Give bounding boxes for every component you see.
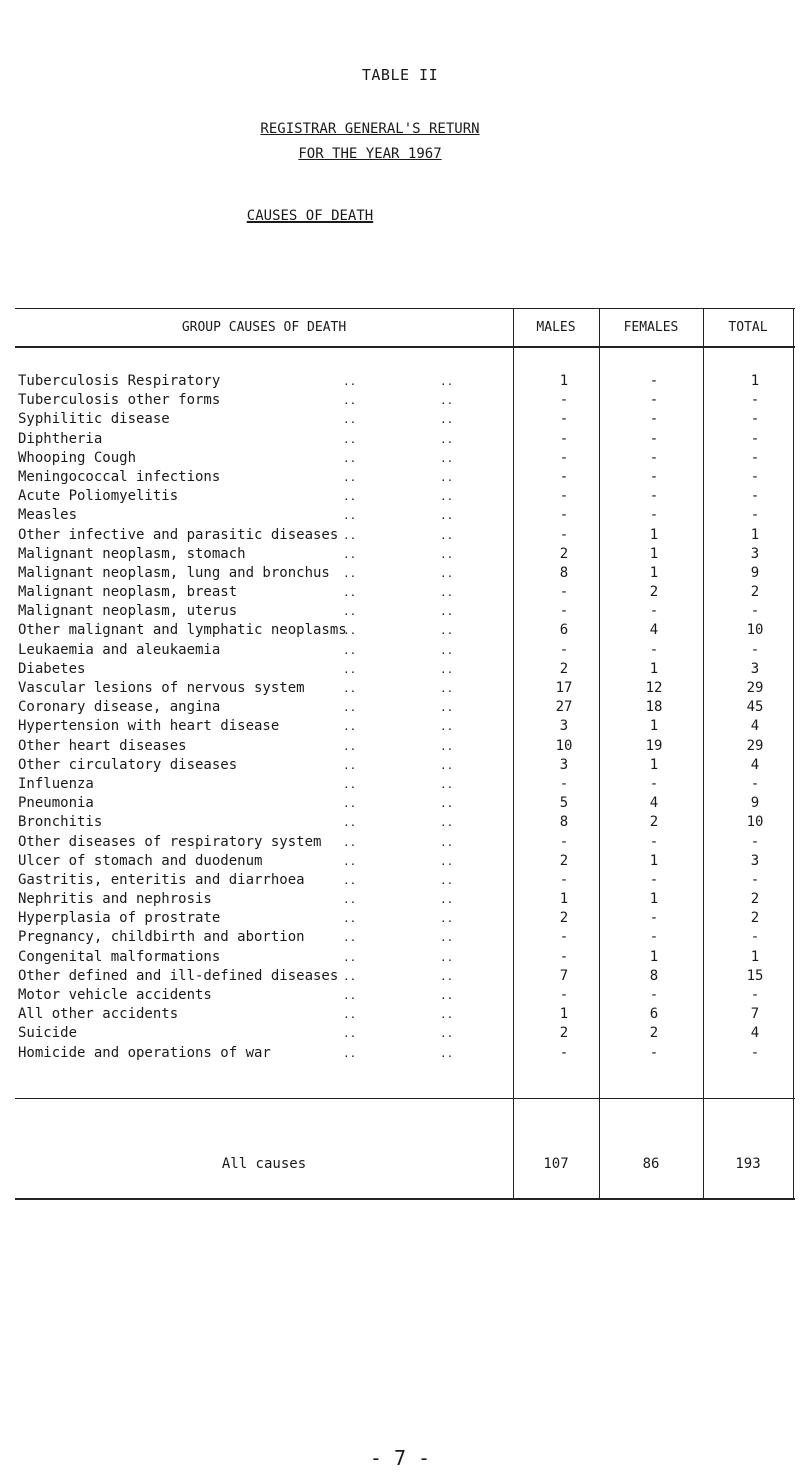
table-row: [15, 602, 795, 621]
total-cell: -: [750, 449, 760, 466]
table-row: [15, 909, 795, 928]
table-row: [15, 852, 795, 871]
leader-dots: ..: [343, 509, 357, 523]
table-row: [15, 813, 795, 832]
leader-dots: ..: [343, 682, 357, 695]
males-cell: 17: [555, 680, 573, 696]
total-cell: -: [750, 775, 760, 792]
cause-cell: Congenital malformations: [18, 948, 221, 965]
table-row: [15, 1024, 795, 1043]
total-cell: 4: [750, 718, 760, 735]
table-row: [15, 506, 795, 525]
total-top-rule: [15, 1098, 795, 1099]
leader-dots: ..: [440, 720, 454, 734]
cause-cell: Other infective and parasitic diseases: [18, 526, 339, 543]
cause-cell: Tuberculosis other forms: [18, 392, 221, 409]
table-row: [15, 468, 795, 487]
females-cell: 1: [649, 852, 659, 869]
leader-dots: ..: [343, 797, 357, 811]
leader-dots: ..: [440, 451, 454, 465]
cause-cell: Other heart diseases: [18, 737, 187, 754]
table-row: [15, 430, 795, 449]
females-cell: -: [649, 910, 659, 927]
table-row: [15, 564, 795, 583]
total-cell: 3: [750, 852, 760, 869]
causes-table: [15, 308, 795, 1448]
table-row: [15, 621, 795, 640]
leader-dots: ..: [343, 1008, 357, 1022]
cause-cell: Hyperplasia of prostrate: [18, 910, 221, 927]
table-row: [15, 545, 795, 564]
cause-cell: Ulcer of stomach and duodenum: [18, 852, 263, 869]
table-row: [15, 756, 795, 775]
females-cell: -: [649, 641, 659, 658]
leader-dots: ..: [343, 701, 357, 715]
cause-cell: Other circulatory diseases: [18, 756, 238, 773]
cause-cell: Nephritis and nephrosis: [18, 891, 212, 908]
leader-dots: ..: [343, 375, 357, 388]
table-row: [15, 890, 795, 909]
leader-dots: ..: [343, 989, 357, 1002]
males-cell: 5: [559, 795, 569, 812]
leader-dots: ..: [440, 394, 454, 408]
cause-cell: Malignant neoplasm, breast: [18, 584, 238, 601]
leader-dots: ..: [440, 586, 454, 600]
cause-cell: Diphtheria: [18, 430, 103, 447]
total-cell: 2: [750, 910, 760, 927]
total-cell: -: [750, 987, 760, 1003]
leader-dots: ..: [343, 566, 357, 580]
cause-cell: Pregnancy, childbirth and abortion: [18, 929, 305, 946]
leader-dots: ..: [440, 1027, 454, 1041]
leader-dots: ..: [440, 605, 454, 619]
total-cell: 3: [750, 660, 760, 677]
males-cell: 8: [559, 814, 569, 831]
leader-dots: ..: [440, 739, 454, 753]
leader-dots: ..: [440, 1046, 454, 1060]
leader-dots: ..: [440, 854, 454, 868]
cause-cell: Tuberculosis Respiratory: [18, 373, 221, 389]
table-label: TABLE II: [361, 66, 439, 84]
subtitle-line-1: REGISTRAR GENERAL'S RETURN: [260, 121, 480, 137]
leader-dots: ..: [343, 451, 357, 465]
leader-dots: ..: [343, 912, 357, 926]
leader-dots: ..: [440, 490, 454, 504]
males-cell: 27: [555, 699, 573, 716]
males-cell: 2: [559, 910, 569, 927]
total-cell: -: [750, 929, 760, 946]
leader-dots: ..: [440, 624, 454, 638]
total-cell: 7: [750, 1006, 760, 1023]
table-row: [15, 794, 795, 813]
page-number: - 7 -: [369, 1446, 431, 1470]
cause-cell: Coronary disease, angina: [18, 699, 221, 716]
leader-dots: ..: [343, 586, 357, 600]
table-row: [15, 410, 795, 429]
females-cell: -: [649, 871, 659, 888]
leader-dots: ..: [343, 1046, 357, 1060]
all-causes-row: [15, 1156, 795, 1186]
males-cell: -: [559, 449, 569, 466]
total-cell: -: [750, 430, 760, 447]
cause-cell: Malignant neoplasm, stomach: [18, 545, 246, 562]
leader-dots: ..: [440, 816, 454, 830]
table-row: [15, 660, 795, 679]
leader-dots: ..: [440, 643, 454, 657]
males-cell: 6: [559, 622, 569, 639]
table-row: [15, 717, 795, 736]
leader-dots: ..: [343, 893, 357, 907]
leader-dots: ..: [343, 624, 357, 638]
total-cell: -: [750, 392, 760, 409]
table-row: [15, 641, 795, 660]
males-cell: 10: [555, 737, 573, 754]
total-cell: -: [750, 1044, 760, 1061]
leader-dots: ..: [440, 413, 454, 427]
total-cell: -: [750, 507, 760, 524]
females-cell: 19: [645, 737, 663, 754]
cause-cell: Motor vehicle accidents: [18, 987, 212, 1003]
cause-cell: Other diseases of respiratory system: [18, 833, 322, 850]
table-row: [15, 737, 795, 756]
total-cell: -: [750, 411, 760, 428]
total-cell: 15: [746, 967, 764, 984]
table-row: [15, 526, 795, 545]
table-top-rule: [15, 308, 795, 309]
females-cell: -: [649, 1044, 659, 1061]
males-cell: 2: [559, 1025, 569, 1042]
total-cell: 1: [750, 948, 760, 965]
females-cell: -: [649, 775, 659, 792]
table-row: [15, 833, 795, 852]
table-bottom-rule: [15, 1198, 795, 1200]
total-cell: 1: [750, 526, 760, 543]
table-row: [15, 372, 795, 391]
males-cell: 1: [559, 1006, 569, 1023]
males-cell: 2: [559, 545, 569, 562]
males-cell: -: [559, 411, 569, 428]
total-cell: 29: [746, 680, 764, 696]
leader-dots: ..: [440, 912, 454, 926]
cause-cell: Whooping Cough: [18, 449, 137, 466]
total-cell: 4: [750, 1025, 760, 1042]
leader-dots: ..: [343, 873, 357, 887]
leader-dots: ..: [343, 432, 357, 446]
cause-cell: Hypertension with heart disease: [18, 718, 280, 735]
males-cell: -: [559, 1044, 569, 1061]
males-cell: 1: [559, 373, 569, 389]
males-cell: -: [559, 833, 569, 850]
table-row: [15, 583, 795, 602]
males-cell: 7: [559, 967, 569, 984]
leader-dots: ..: [440, 950, 454, 964]
males-cell: 2: [559, 852, 569, 869]
females-cell: -: [649, 507, 659, 524]
causes-heading: CAUSES OF DEATH: [246, 208, 374, 224]
total-cell: 2: [750, 584, 760, 601]
table-row: [15, 948, 795, 967]
total-cell: 45: [746, 699, 764, 716]
table-row: [15, 775, 795, 794]
header-males: MALES: [536, 320, 576, 335]
females-cell: -: [649, 488, 659, 505]
leader-dots: ..: [440, 989, 454, 1002]
females-cell: 18: [645, 699, 663, 716]
leader-dots: ..: [343, 720, 357, 734]
males-cell: -: [559, 929, 569, 946]
males-cell: -: [559, 775, 569, 792]
males-cell: 1: [559, 891, 569, 908]
table-row: [15, 871, 795, 890]
table-row: [15, 449, 795, 468]
females-cell: 2: [649, 814, 659, 831]
females-cell: 1: [649, 564, 659, 581]
females-cell: -: [649, 468, 659, 485]
leader-dots: ..: [440, 566, 454, 580]
males-cell: 3: [559, 718, 569, 735]
cause-cell: Pneumonia: [18, 795, 94, 812]
females-cell: 1: [649, 545, 659, 562]
leader-dots: ..: [440, 547, 454, 561]
header-rule: [15, 346, 795, 348]
cause-cell: Influenza: [18, 775, 94, 792]
table-row: [15, 986, 795, 1005]
table-row: [15, 967, 795, 986]
cause-cell: Gastritis, enteritis and diarrhoea: [18, 871, 305, 888]
total-cell: 4: [750, 756, 760, 773]
females-cell: 1: [649, 948, 659, 965]
males-cell: 3: [559, 756, 569, 773]
leader-dots: ..: [343, 470, 357, 484]
females-cell: -: [649, 929, 659, 946]
females-cell: 1: [649, 660, 659, 677]
females-cell: 2: [649, 1025, 659, 1042]
cause-cell: Suicide: [18, 1025, 78, 1042]
leader-dots: ..: [440, 873, 454, 887]
header-total: TOTAL: [728, 320, 768, 335]
leader-dots: ..: [343, 854, 357, 868]
females-cell: -: [649, 411, 659, 428]
total-cell: -: [750, 468, 760, 485]
table-row: [15, 391, 795, 410]
leader-dots: ..: [440, 777, 454, 791]
total-cell: -: [750, 603, 760, 620]
cause-cell: Leukaemia and aleukaemia: [18, 641, 221, 658]
females-cell: 6: [649, 1006, 659, 1023]
leader-dots: ..: [343, 662, 357, 676]
leader-dots: ..: [343, 969, 357, 983]
leader-dots: ..: [440, 375, 454, 388]
leader-dots: ..: [440, 470, 454, 484]
leader-dots: ..: [343, 816, 357, 830]
females-cell: -: [649, 603, 659, 620]
leader-dots: ..: [440, 835, 454, 849]
total-cell: 10: [746, 814, 764, 831]
leader-dots: ..: [343, 835, 357, 849]
header-cause: GROUP CAUSES OF DEATH: [181, 320, 347, 335]
females-cell: -: [649, 449, 659, 466]
leader-dots: ..: [343, 950, 357, 964]
leader-dots: ..: [440, 969, 454, 983]
all-causes-total: 193: [735, 1156, 761, 1172]
females-cell: -: [649, 833, 659, 850]
leader-dots: ..: [440, 758, 454, 772]
males-cell: -: [559, 987, 569, 1003]
leader-dots: ..: [343, 394, 357, 408]
males-cell: -: [559, 488, 569, 505]
table-row: [15, 1044, 795, 1063]
females-cell: -: [649, 987, 659, 1003]
leader-dots: ..: [343, 931, 357, 945]
cause-cell: Measles: [18, 507, 78, 524]
table-row: [15, 698, 795, 717]
cause-cell: Syphilitic disease: [18, 411, 170, 428]
leader-dots: ..: [440, 662, 454, 676]
leader-dots: ..: [440, 797, 454, 811]
cause-cell: Malignant neoplasm, lung and bronchus: [18, 564, 330, 581]
leader-dots: ..: [343, 1027, 357, 1041]
cause-cell: Bronchitis: [18, 814, 103, 831]
leader-dots: ..: [343, 490, 357, 504]
leader-dots: ..: [440, 1008, 454, 1022]
females-cell: -: [649, 373, 659, 389]
females-cell: 8: [649, 967, 659, 984]
leader-dots: ..: [440, 931, 454, 945]
total-cell: 9: [750, 795, 760, 812]
leader-dots: ..: [440, 701, 454, 715]
leader-dots: ..: [343, 777, 357, 791]
females-cell: 1: [649, 526, 659, 543]
total-cell: -: [750, 641, 760, 658]
table-body: [15, 372, 795, 1063]
total-cell: 10: [746, 622, 764, 639]
leader-dots: ..: [343, 605, 357, 619]
males-cell: -: [559, 641, 569, 658]
total-cell: 29: [746, 737, 764, 754]
males-cell: -: [559, 392, 569, 409]
females-cell: 4: [649, 795, 659, 812]
cause-cell: Meningococcal infections: [18, 468, 221, 485]
females-cell: 1: [649, 756, 659, 773]
total-cell: 3: [750, 545, 760, 562]
males-cell: -: [559, 526, 569, 543]
cause-cell: Other malignant and lymphatic neoplasms: [18, 622, 347, 639]
leader-dots: ..: [440, 509, 454, 523]
all-causes-males: 107: [543, 1156, 569, 1172]
leader-dots: ..: [440, 682, 454, 695]
total-cell: 9: [750, 564, 760, 581]
total-cell: -: [750, 488, 760, 505]
cause-cell: Homicide and operations of war: [18, 1044, 271, 1061]
total-cell: 1: [750, 373, 760, 389]
subtitle-line-2: FOR THE YEAR 1967: [298, 146, 442, 162]
females-cell: -: [649, 430, 659, 447]
table-row: [15, 487, 795, 506]
all-causes-females: 86: [642, 1156, 660, 1172]
leader-dots: ..: [440, 528, 454, 542]
males-cell: 8: [559, 564, 569, 581]
females-cell: 2: [649, 584, 659, 601]
males-cell: 2: [559, 660, 569, 677]
males-cell: -: [559, 603, 569, 620]
males-cell: -: [559, 468, 569, 485]
leader-dots: ..: [343, 758, 357, 772]
table-row: [15, 928, 795, 947]
females-cell: 4: [649, 622, 659, 639]
leader-dots: ..: [343, 643, 357, 657]
leader-dots: ..: [343, 528, 357, 542]
cause-cell: Other defined and ill-defined diseases: [18, 967, 339, 984]
table-row: [15, 679, 795, 698]
males-cell: -: [559, 948, 569, 965]
total-cell: -: [750, 871, 760, 888]
cause-cell: Malignant neoplasm, uterus: [18, 603, 238, 620]
females-cell: 1: [649, 891, 659, 908]
leader-dots: ..: [343, 547, 357, 561]
males-cell: -: [559, 507, 569, 524]
females-cell: 12: [645, 680, 663, 696]
cause-cell: All other accidents: [18, 1006, 179, 1023]
cause-cell: Diabetes: [18, 660, 86, 677]
males-cell: -: [559, 430, 569, 447]
cause-cell: Vascular lesions of nervous system: [18, 680, 305, 696]
leader-dots: ..: [440, 432, 454, 446]
leader-dots: ..: [343, 413, 357, 427]
header-females: FEMALES: [623, 320, 679, 335]
total-cell: -: [750, 833, 760, 850]
leader-dots: ..: [440, 893, 454, 907]
leader-dots: ..: [343, 739, 357, 753]
table-row: [15, 1005, 795, 1024]
cause-cell: Acute Poliomyelitis: [18, 488, 179, 505]
total-cell: 2: [750, 891, 760, 908]
males-cell: -: [559, 584, 569, 601]
females-cell: -: [649, 392, 659, 409]
all-causes-label: All causes: [221, 1156, 307, 1172]
males-cell: -: [559, 871, 569, 888]
females-cell: 1: [649, 718, 659, 735]
